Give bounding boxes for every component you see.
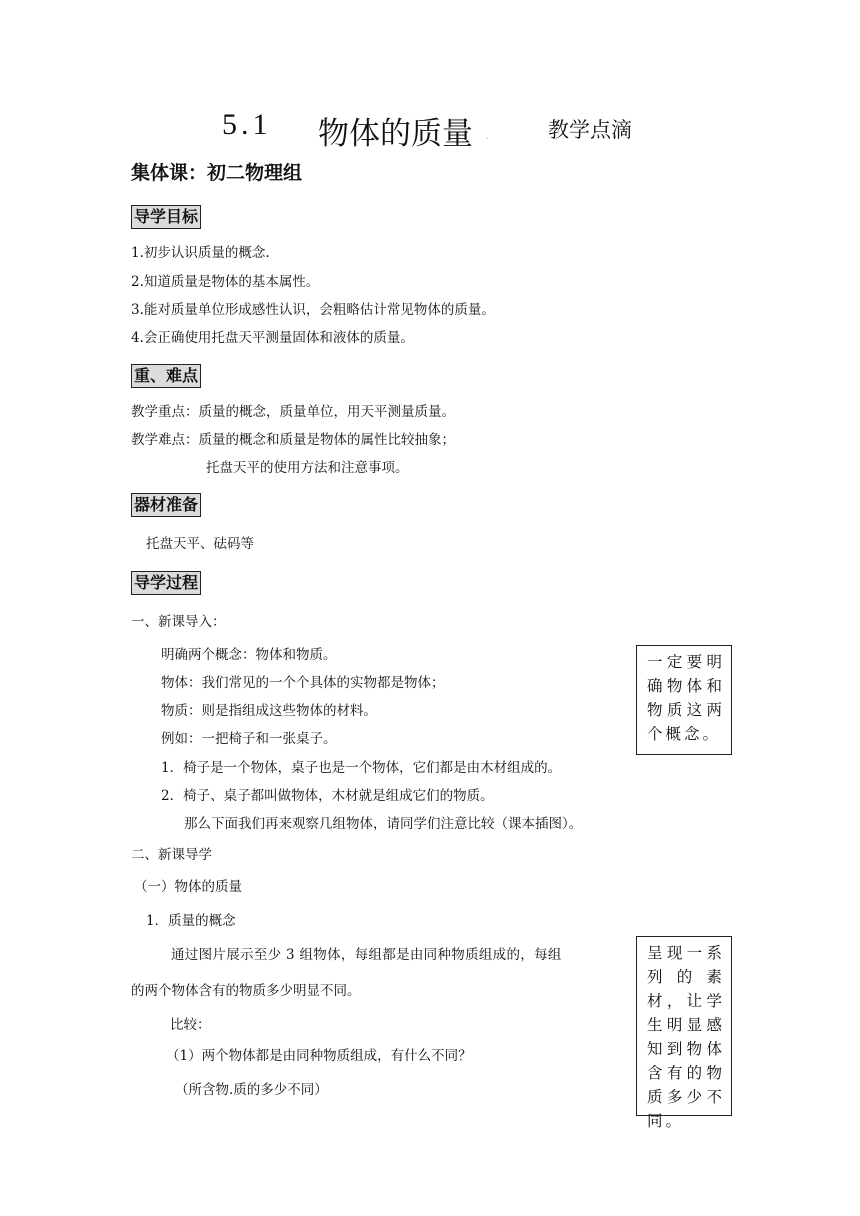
sub1-title: （一）物体的质量 — [134, 879, 242, 895]
side-note-materials: 呈现一系列的素材，让学生明显感知到物体含有的物质多少不同。 — [636, 936, 732, 1116]
item1-title: 1．质量的概念 — [146, 913, 236, 929]
part1-line: 物质：则是指组成这些物体的材料。 — [161, 703, 377, 719]
side-note-concepts: 一定要明确物体和物质这两个概念。 — [636, 645, 732, 755]
key-focus: 教学重点：质量的概念，质量单位，用天平测量质量。 — [131, 404, 455, 420]
paragraph-line: 通过图片展示至少 3 组物体，每组都是由同种物质组成的，每组 — [171, 947, 562, 963]
part1-line: 明确两个概念：物体和物质。 — [161, 647, 337, 663]
section-heading-process: 导学过程 — [131, 571, 201, 595]
page-title: 物体的质量 — [318, 116, 473, 152]
key-difficulty-cont: 托盘天平的使用方法和注意事项。 — [206, 460, 409, 476]
objective-item: 3.能对质量单位形成感性认识，会粗略估计常见物体的质量。 — [131, 302, 495, 318]
question-1: （1）两个物体都是由同种物质组成，有什么不同？ — [166, 1048, 472, 1064]
part1-line: 1．椅子是一个物体，桌子也是一个物体，它们都是由木材组成的。 — [161, 760, 562, 776]
objective-item: 2.知道质量是物体的基本属性。 — [131, 274, 320, 290]
part1-line: 例如：一把椅子和一张桌子。 — [161, 731, 337, 747]
key-difficulty: 教学难点：质量的概念和质量是物体的属性比较抽象； — [131, 432, 455, 448]
part1-line: 物体：我们常见的一个个具体的实物都是物体； — [161, 675, 445, 691]
compare-label: 比较： — [170, 1017, 211, 1033]
section-heading-equipment: 器材准备 — [131, 493, 201, 517]
part1-line: 那么下面我们再来观察几组物体，请同学们注意比较（课本插图）。 — [184, 816, 583, 832]
page-subtitle: 教学点滴 — [548, 118, 632, 142]
part1-line: 2．椅子、桌子都叫做物体，木材就是组成它们的物质。 — [161, 788, 494, 804]
title-dot: . — [486, 132, 489, 141]
equipment-text: 托盘天平、砝码等 — [146, 536, 254, 552]
group-heading: 集体课：初二物理组 — [131, 162, 303, 184]
part1-title: 一、新课导入： — [131, 614, 226, 630]
section-heading-key-points: 重、难点 — [131, 364, 201, 388]
objective-item: 4.会正确使用托盘天平测量固体和液体的质量。 — [131, 330, 414, 346]
objective-item: 1.初步认识质量的概念. — [131, 245, 270, 261]
title-number: 5.1 — [222, 108, 272, 141]
part2-title: 二、新课导学 — [131, 847, 212, 863]
section-heading-objectives: 导学目标 — [131, 205, 201, 229]
answer-1: （所含物.质的多少不同） — [175, 1082, 328, 1098]
paragraph-line: 的两个物体含有的物质多少明显不同。 — [131, 983, 361, 999]
